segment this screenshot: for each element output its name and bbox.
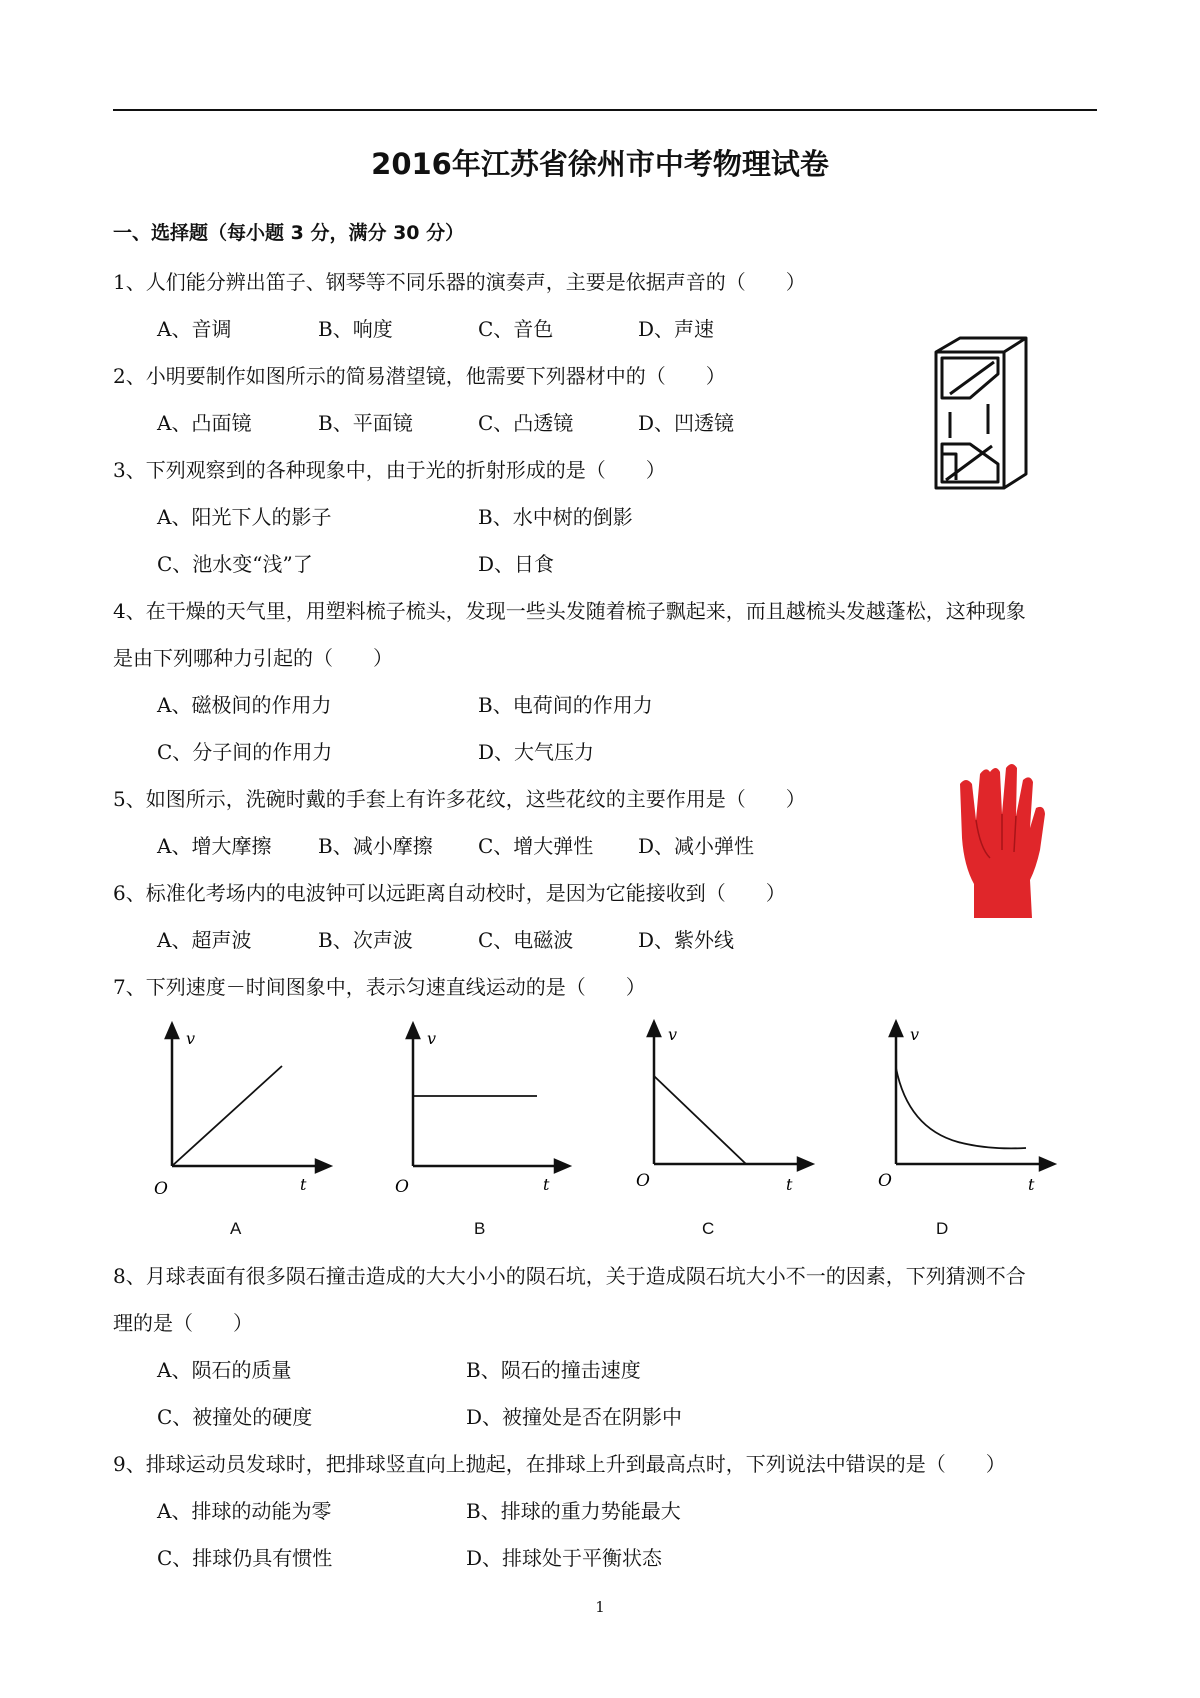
glove-figure — [950, 758, 1050, 918]
q3-option-d: D、日食 — [478, 552, 555, 576]
q4-option-d: D、大气压力 — [478, 740, 595, 764]
q2-option-b: B、平面镜 — [318, 411, 413, 435]
header-rule — [113, 109, 1097, 111]
graph-a-v-label: v — [186, 1029, 196, 1048]
q9-option-c: C、排球仍具有惯性 — [157, 1546, 333, 1570]
graph-d-origin: O — [878, 1171, 892, 1191]
question-5: 5、如图所示，洗碗时戴的手套上有许多花纹，这些花纹的主要作用是（ ） — [113, 787, 806, 811]
question-7: 7、下列速度－时间图象中，表示匀速直线运动的是（ ） — [113, 975, 646, 999]
q5-option-c: C、增大弹性 — [478, 834, 594, 858]
q9-option-b: B、排球的重力势能最大 — [466, 1499, 681, 1523]
section-heading: 一、选择题（每小题 3 分，满分 30 分） — [113, 222, 465, 244]
q3-option-b: B、水中树的倒影 — [478, 505, 633, 529]
graph-b — [395, 1020, 585, 1200]
question-2: 2、小明要制作如图所示的简易潜望镜，他需要下列器材中的（ ） — [113, 364, 726, 388]
question-9: 9、排球运动员发球时，把排球竖直向上抛起，在排球上升到最高点时，下列说法中错误的是（ ） — [113, 1452, 1006, 1476]
q6-option-d: D、紫外线 — [638, 928, 735, 952]
graph-b-origin: O — [395, 1177, 409, 1197]
q9-option-d: D、排球处于平衡状态 — [466, 1546, 663, 1570]
graph-c-label: C — [702, 1219, 715, 1238]
q3-option-c: C、池水变“浅”了 — [157, 552, 313, 576]
q2-option-a: A、凸面镜 — [157, 411, 252, 435]
q8-option-d: D、被撞处是否在阴影中 — [466, 1405, 683, 1429]
question-1: 1、人们能分辨出笛子、钢琴等不同乐器的演奏声，主要是依据声音的（ ） — [113, 270, 806, 294]
q8-option-c: C、被撞处的硬度 — [157, 1405, 313, 1429]
q9-option-a: A、排球的动能为零 — [157, 1499, 332, 1523]
q2-option-c: C、凸透镜 — [478, 411, 574, 435]
page-title: 2016年江苏省徐州市中考物理试卷 — [371, 147, 829, 181]
q4-option-b: B、电荷间的作用力 — [478, 693, 653, 717]
q4-option-c: C、分子间的作用力 — [157, 740, 333, 764]
graph-a-origin: O — [154, 1179, 168, 1199]
question-3: 3、下列观察到的各种现象中，由于光的折射形成的是（ ） — [113, 458, 666, 482]
q6-option-b: B、次声波 — [318, 928, 413, 952]
q1-option-a: A、音调 — [157, 317, 232, 341]
q8-option-b: B、陨石的撞击速度 — [466, 1358, 641, 1382]
graph-c-origin: O — [636, 1171, 650, 1191]
graph-c-t-label: t — [786, 1175, 793, 1194]
q6-option-a: A、超声波 — [157, 928, 252, 952]
question-4-cont: 是由下列哪种力引起的（ ） — [113, 646, 393, 670]
graph-a — [150, 1020, 340, 1200]
question-8-cont: 理的是（ ） — [113, 1311, 253, 1335]
q4-option-a: A、磁极间的作用力 — [157, 693, 332, 717]
q5-option-d: D、减小弹性 — [638, 834, 755, 858]
graph-d-t-label: t — [1028, 1175, 1035, 1194]
page-number: 1 — [595, 1598, 605, 1616]
q1-option-d: D、声速 — [638, 317, 715, 341]
q8-option-a: A、陨石的质量 — [157, 1358, 292, 1382]
graph-a-t-label: t — [300, 1175, 307, 1194]
graph-c-v-label: v — [668, 1025, 678, 1044]
q5-option-a: A、增大摩擦 — [157, 834, 272, 858]
q3-option-a: A、阳光下人的影子 — [157, 505, 332, 529]
question-4: 4、在干燥的天气里，用塑料梳子梳头，发现一些头发随着梳子飘起来，而且越梳头发越蓬松，这种现象 — [113, 599, 1026, 623]
graph-a-label: A — [230, 1219, 242, 1238]
graph-d-v-label: v — [910, 1025, 920, 1044]
q6-option-c: C、电磁波 — [478, 928, 574, 952]
graph-d — [878, 1018, 1068, 1198]
graph-b-t-label: t — [543, 1175, 550, 1194]
question-8: 8、月球表面有很多陨石撞击造成的大大小小的陨石坑，关于造成陨石坑大小不一的因素，下列猜测不合 — [113, 1264, 1026, 1288]
graph-b-v-label: v — [427, 1029, 437, 1048]
q5-option-b: B、减小摩擦 — [318, 834, 433, 858]
graph-d-label: D — [936, 1219, 949, 1238]
q1-option-c: C、音色 — [478, 317, 554, 341]
q1-option-b: B、响度 — [318, 317, 393, 341]
q2-option-d: D、凹透镜 — [638, 411, 735, 435]
question-6: 6、标准化考场内的电波钟可以远距离自动校时，是因为它能接收到（ ） — [113, 881, 786, 905]
periscope-figure — [930, 334, 1030, 494]
graph-b-label: B — [474, 1219, 486, 1238]
graph-c — [636, 1018, 826, 1198]
